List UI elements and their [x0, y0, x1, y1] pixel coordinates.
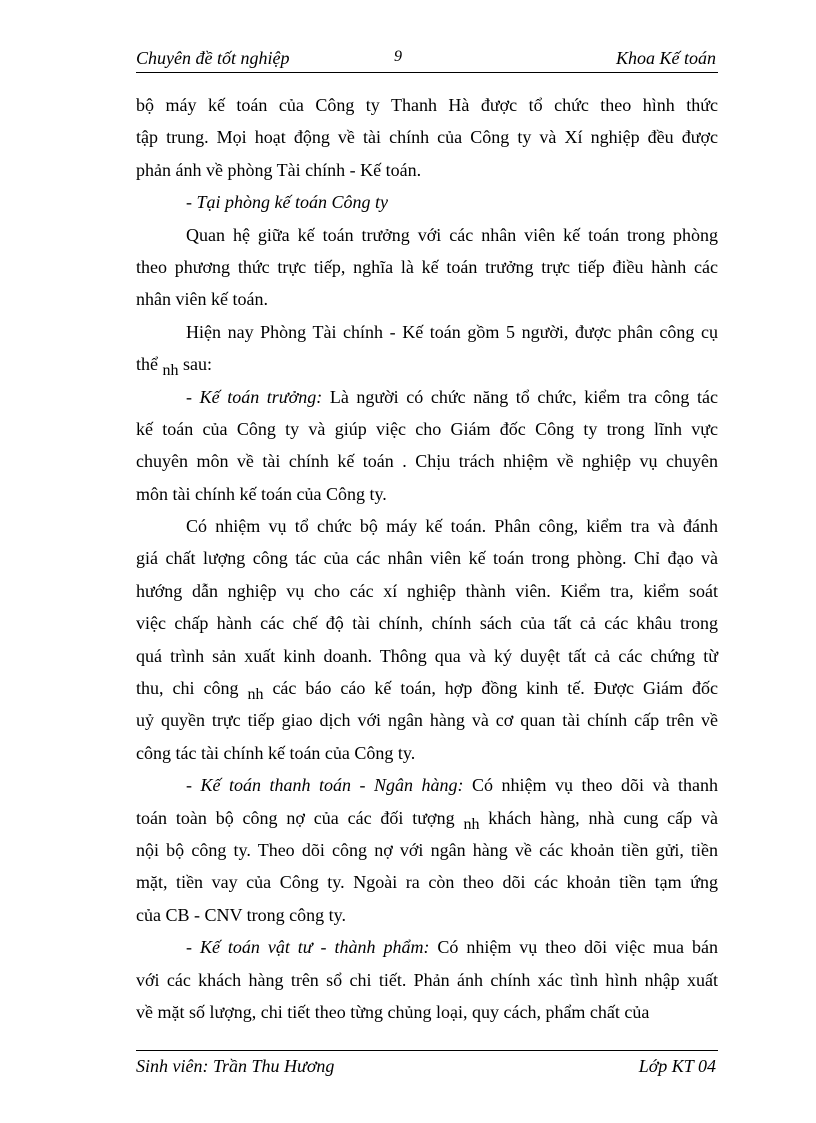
text-line: [136, 933, 718, 965]
text-fragment: toán toàn bộ công nợ của các đối tượng: [136, 807, 464, 828]
text-line: của CB - CNV trong công ty.: [136, 904, 346, 925]
text-fragment: thể: [136, 354, 163, 375]
text-line: tập trung. Mọi hoạt động về tài chính của Công ty và Xí nghiệp đều được: [136, 127, 718, 148]
text-line: [136, 350, 718, 382]
text-fragment: nh: [463, 815, 480, 833]
text-fragment: Có nhiệm vụ theo dõi việc mua bán: [429, 937, 718, 958]
role-title: - Kế toán trưởng:: [186, 386, 323, 407]
footer-author: Sinh viên: Trần Thu Hương: [136, 1056, 335, 1076]
text-line: [136, 804, 718, 836]
header-department: Khoa Kế toán: [615, 48, 716, 68]
text-line: nội bộ công ty. Theo dõi công nợ với ngân hàng về các khoản tiền gửi, tiền: [136, 839, 718, 860]
text-line: về mặt số lượng, chi tiết theo từng chủng loại, quy cách, phẩm chất của: [136, 1001, 650, 1022]
text-line: giá chất lượng công tác của các nhân viên kế toán trong phòng. Chỉ đạo và: [136, 548, 718, 569]
text-line: uỷ quyền trực tiếp giao dịch với ngân hàng và cơ quan tài chính cấp trên về: [136, 710, 718, 731]
role-title: - Kế toán vật tư - thành phẩm:: [186, 937, 430, 958]
text-line: bộ máy kế toán của Công ty Thanh Hà được tổ chức theo hình thức: [136, 95, 718, 115]
text-line: [136, 674, 718, 706]
text-line: phản ánh về phòng Tài chính - Kế toán.: [136, 159, 422, 180]
page-header: [136, 46, 718, 73]
text-line: kế toán của Công ty và giúp việc cho Giám đốc Công ty trong lĩnh vực: [136, 418, 718, 439]
text-line: chuyên môn về tài chính kế toán . Chịu trách nhiệm về nghiệp vụ chuyên: [136, 451, 718, 472]
text-line: Hiện nay Phòng Tài chính - Kế toán gồm 5 người, được phân công cụ: [186, 321, 718, 342]
text-line: Có nhiệm vụ tổ chức bộ máy kế toán. Phân công, kiểm tra và đánh: [186, 516, 718, 537]
text-line: hướng dẫn nghiệp vụ cho các xí nghiệp thành viên. Kiểm tra, kiểm soát: [136, 580, 718, 601]
text-fragment: sau:: [178, 354, 212, 375]
header-title: Chuyên đề tốt nghiệp: [136, 48, 290, 68]
text-fragment: Có nhiệm vụ theo dõi và thanh: [463, 775, 718, 796]
text-line: môn tài chính kế toán của Công ty.: [136, 483, 387, 504]
text-line: [136, 383, 718, 415]
text-line: việc chấp hành các chế độ tài chính, chính sách của tất cả các khâu trong: [136, 613, 718, 634]
text-line: với các khách hàng trên sổ chi tiết. Phản ánh chính xác tình hình nhập xuất: [136, 969, 718, 990]
text-fragment: nh: [162, 362, 179, 380]
text-line: công tác tài chính kế toán của Công ty.: [136, 742, 416, 763]
text-fragment: thu, chi công: [136, 678, 248, 699]
text-line: [136, 771, 718, 803]
text-fragment: các báo cáo kế toán, hợp đồng kinh tế. Được Giám đốc: [263, 678, 718, 699]
text-fragment: Là người có chức năng tổ chức, kiểm tra công tác: [322, 386, 718, 407]
footer-class: Lớp KT 04: [638, 1056, 716, 1076]
page-footer: [136, 1050, 718, 1081]
text-line: theo phương thức trực tiếp, nghĩa là kế toán trưởng trực tiếp điều hành các: [136, 256, 718, 277]
text-line: nhân viên kế toán.: [136, 289, 268, 310]
text-fragment: khách hàng, nhà cung cấp và: [479, 807, 718, 828]
text-line: Quan hệ giữa kế toán trưởng với các nhân viên kế toán trong phòng: [186, 224, 718, 245]
section-heading: - Tại phòng kế toán Công ty: [186, 192, 388, 213]
page-number: 9: [394, 48, 402, 65]
text-line: quá trình sản xuất kinh doanh. Thông qua và ký duyệt tất cả các chứng từ: [136, 645, 718, 666]
text-fragment: nh: [247, 686, 264, 704]
document-body: [136, 91, 718, 1030]
text-line: mặt, tiền vay của Công ty. Ngoài ra còn theo dõi các khoản tiền tạm ứng: [136, 872, 718, 893]
role-title: - Kế toán thanh toán - Ngân hàng:: [186, 775, 464, 796]
